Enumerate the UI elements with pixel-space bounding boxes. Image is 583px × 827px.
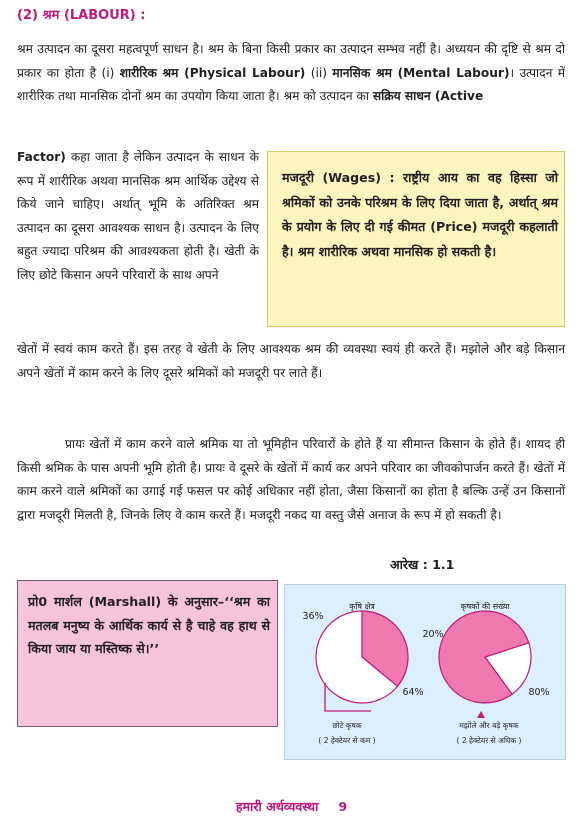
narrow-text: कहा जाता है लेकिन उत्पादन के साधन के रूप में शारीरिक अथवा मानसिक श्रम आर्थिक उद्देश्य से किये जाने चाहिए। अर्थात् भूमि के अतिरिक्त श्रम उत्पादन का दूसरा आवश्यक साधन है। उत्पादन के लिए बहुत ज्यादा परिश्रम की आवश्यकता होती है। खेती के लिए छोटे किसान अपने परिवारों के साथ अपने xyxy=(17,150,259,282)
pie2-title: कृषकों की संख्या xyxy=(460,602,510,611)
paragraph-labour-narrow xyxy=(17,146,259,288)
active-factor-term-end: Factor) xyxy=(17,150,66,164)
physical-labour-term: शारीरिक श्रम (Physical Labour) xyxy=(119,65,306,80)
legend-small-title: छोटे कृषक xyxy=(332,721,362,730)
section-heading: (2) श्रम (LABOUR) : xyxy=(17,8,146,23)
intro-mid1: (ii) xyxy=(305,65,333,80)
mental-labour-term: मानसिक श्रम (Mental Labour) xyxy=(332,65,510,80)
pie2-value-label-1: 20% xyxy=(422,629,444,640)
pie2-pointer-arrow xyxy=(477,711,485,718)
active-factor-term: सक्रिय साधन (Active xyxy=(372,89,484,104)
page-footer xyxy=(0,798,583,815)
intro-lead: श्रम उत्पादन का दूसरा महत्वपूर्ण साधन है। श्रम के बिना किसी प्रकार का उत्पादन सम्भव नहीं है। अध्ययन की दृष्टि से श्रम दो प्रकार का होता है (i) xyxy=(17,42,565,80)
pie1-value-label-2: 64% xyxy=(402,687,424,698)
pie1-title: कृषि क्षेत्र xyxy=(349,602,375,611)
paragraph-labour-continued: खेतों में स्वयं काम करते हैं। इस तरह वे खेती के लिए आवश्यक श्रम की व्यवस्था स्वयं ही करते हैं। मझोले और बड़े किसान अपने खेतों में काम करने के लिए दूसरे श्रमिकों को मजदूरी पर लाते हैं। xyxy=(17,342,565,380)
figure-label: आरेख : 1.1 xyxy=(390,557,455,572)
legend-large-sub: ( 2 हेक्टेयर से अधिक ) xyxy=(456,736,522,745)
legend-large-title: मझोले और बड़े कृषक xyxy=(459,721,519,730)
pie2-value-label-2: 80% xyxy=(528,687,550,698)
paragraph-farm-workers: प्रायः खेतों में काम करने वाले श्रमिक या तो भूमिहीन परिवारों के होते हैं या सीमान्त किसान के होते हैं। शायद ही किसी श्रमिक के पास अपनी भूमि होती है। प्रायः वे दूसरे के खेतों में कार्य कर अपने परिवार का जीवकोपार्जन करते हैं। खेतों में काम करने वाले श्रमिकों का उगाई गई फसल पर कोई अधिकार नहीं होता, जैसा किसानों का होता है बल्कि उन्हें उन किसानों द्वारा मजदूरी मिलती है, जिनके लिए वे काम करते हैं। मजदूरी नकद या वस्तु जैसे अनाज के रूप में हो सकती है। xyxy=(17,437,565,522)
pie2-group xyxy=(422,611,549,703)
pie1-group xyxy=(302,611,423,703)
book-title: हमारी अर्थव्यवस्था xyxy=(235,799,319,814)
pie-chart-panel xyxy=(284,584,566,760)
marshall-quote-text: प्रो0 मार्शल (Marshall) के अनुसार–‘‘श्रम का मतलब मनुष्य के आर्थिक कार्य से है चाहे वह हाथ से किया जाय या मस्तिष्क से।’’ xyxy=(28,594,270,657)
paragraph-labour-intro xyxy=(17,38,565,109)
page-number: 9 xyxy=(338,799,348,814)
intro-mid2: । उत्पादन में शारीरिक तथा मानसिक दोनों श्रम का उपयोग किया जाता है। श्रम को उत्पादन का xyxy=(17,65,566,104)
wages-definition-text: मजदूरी (Wages) : राष्ट्रीय आय का वह हिस्सा जो श्रमिकों को उनके परिश्रम के लिए दिया जाता है, अर्थात् श्रम के प्रयोग के लिए दी गई कीमत (Price) मजदूरी कहलाती है। श्रम शारीरिक अथवा मानसिक हो सकती है। xyxy=(282,170,558,259)
legend-small-sub: ( 2 हेक्टेयर से कम ) xyxy=(318,736,376,745)
pie-charts-svg xyxy=(285,585,565,759)
pie1-value-label-1: 36% xyxy=(302,611,324,622)
